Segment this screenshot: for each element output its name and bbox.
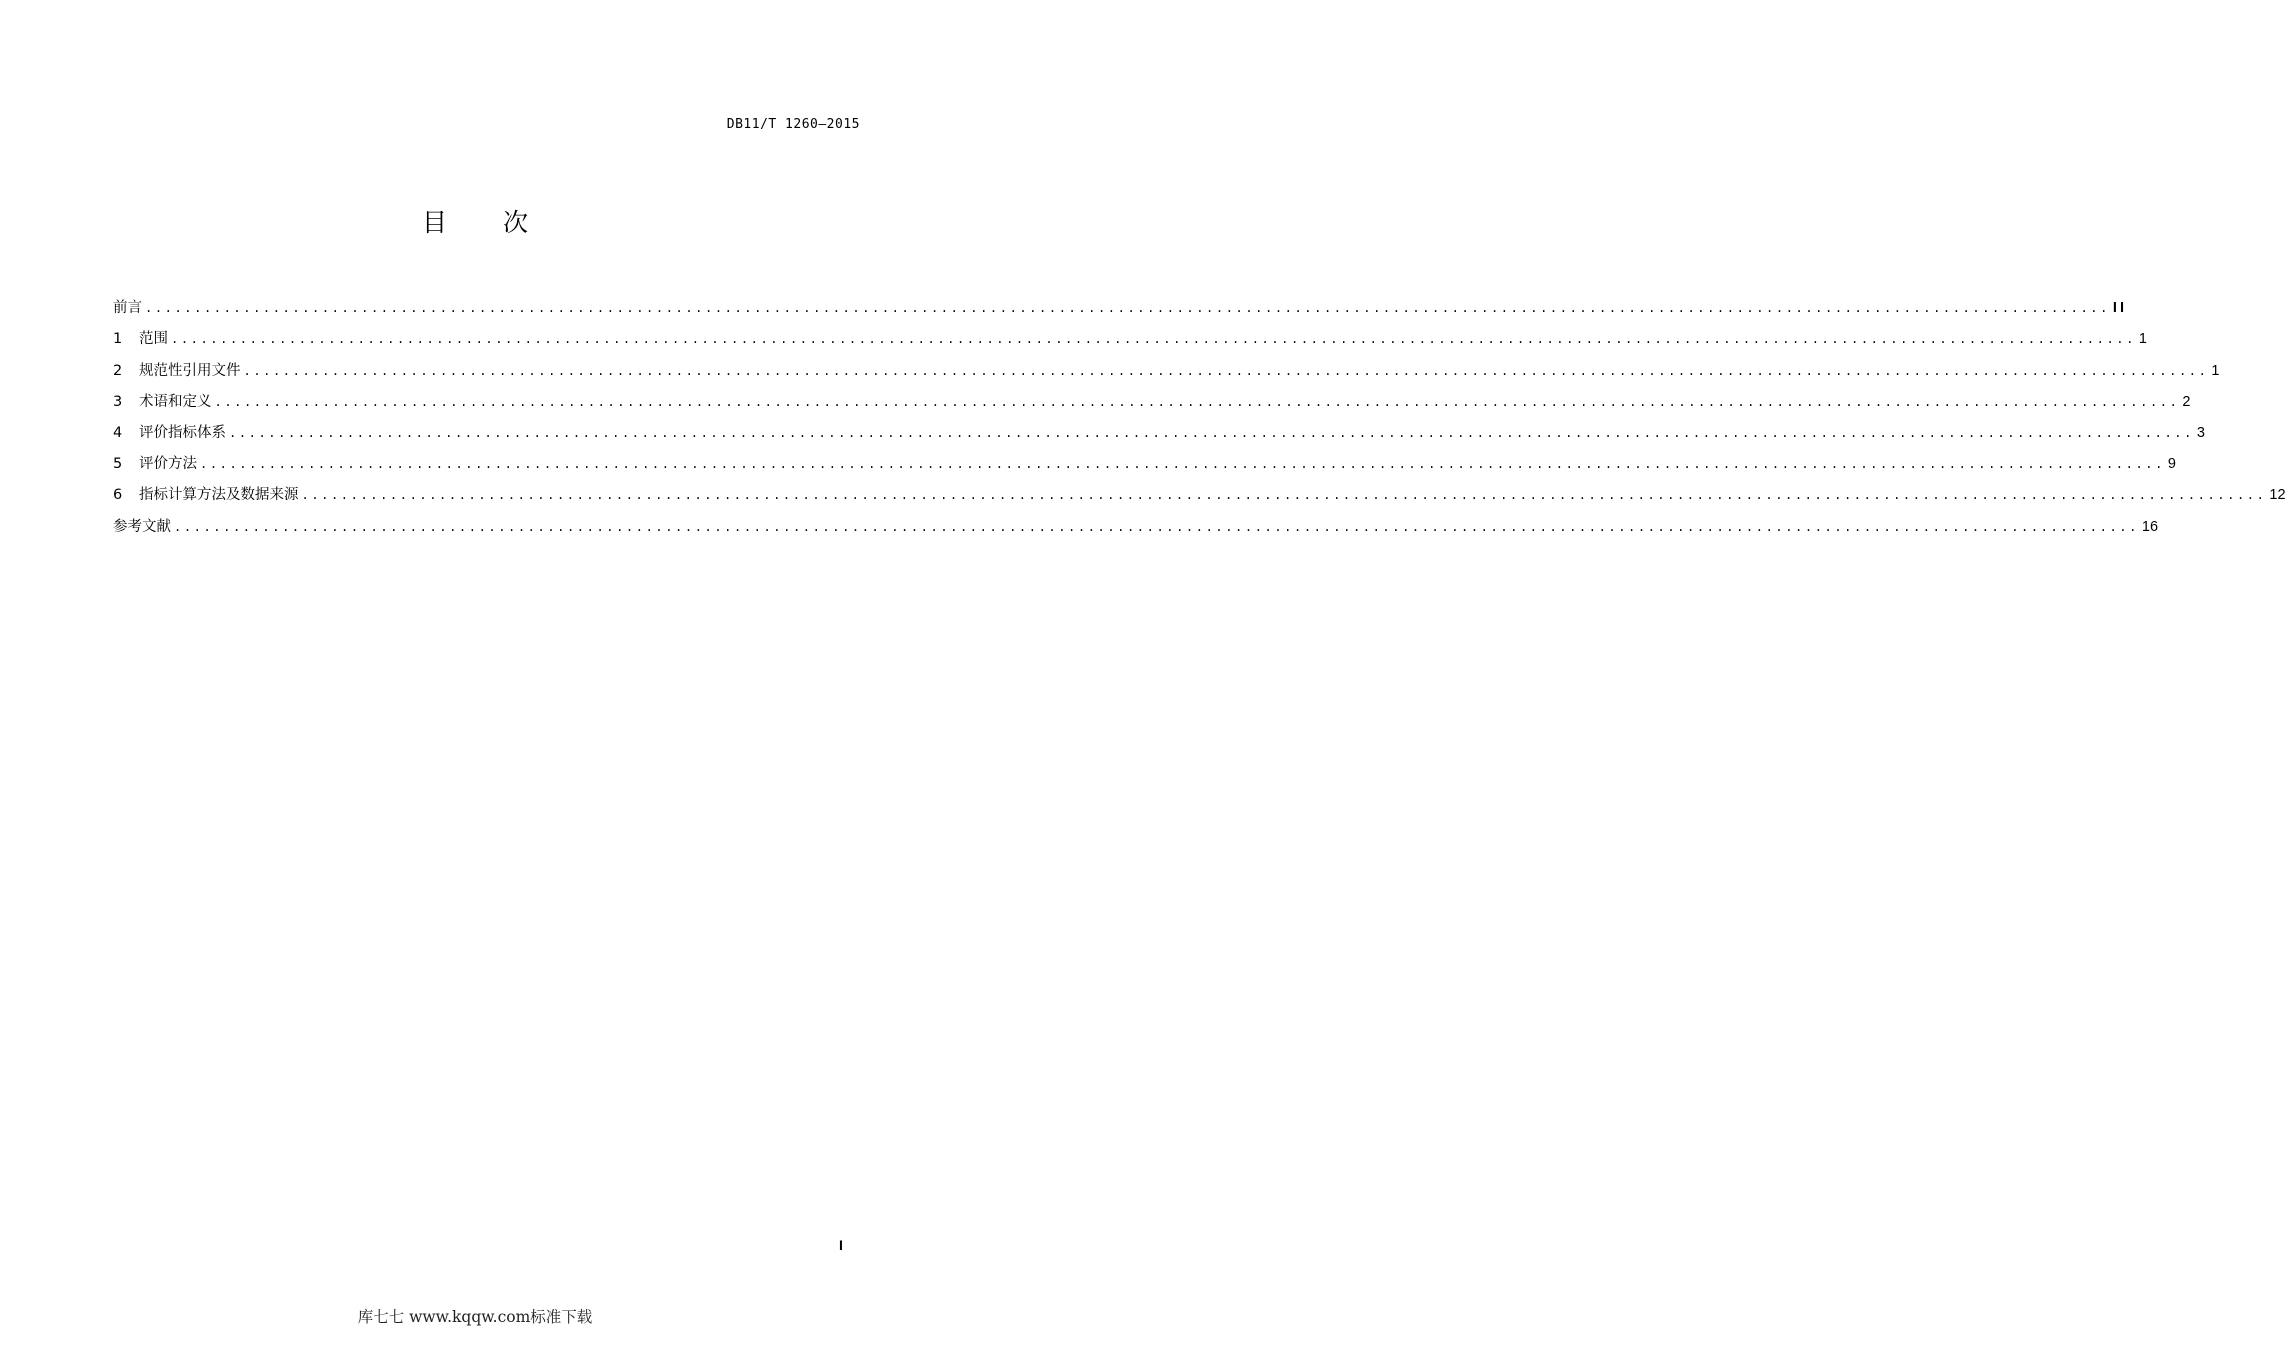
toc-entry-2[interactable] (113, 349, 2220, 380)
toc-entry-page: 16 (2141, 518, 2159, 535)
toc-entry-page: 12 (2269, 487, 2286, 504)
toc-entry-number: 1 (113, 331, 123, 348)
toc-entry-number: 4 (113, 424, 123, 441)
toc-dot-leader: ........................................................................................................................................................................................................ (174, 519, 2139, 534)
toc-entry-number: 2 (113, 362, 123, 379)
table-of-contents (113, 287, 2286, 537)
page-number: I (839, 1237, 843, 1253)
toc-entry-1[interactable] (113, 318, 2147, 349)
toc-entry-number: 3 (113, 393, 123, 410)
toc-entry-label: 指标计算方法及数据来源 (139, 487, 299, 504)
toc-entry-label: 评价指标体系 (139, 424, 226, 441)
toc-entry-label: 规范性引用文件 (139, 362, 241, 379)
toc-entry-5[interactable] (113, 443, 2176, 474)
toc-entry-3[interactable] (113, 381, 2191, 412)
toc-dot-leader: ........................................................................................................................................................................................................ (200, 457, 2165, 472)
toc-dot-leader: ........................................................................................................................................................................................................ (145, 301, 2110, 316)
toc-entry-page: II (2112, 300, 2127, 317)
toc-entry-number: 5 (113, 456, 123, 473)
page-title: 目 次 (422, 208, 552, 237)
toc-dot-leader: ........................................................................................................................................................................................................ (214, 394, 2180, 409)
toc-entry-foreword[interactable] (113, 287, 2127, 318)
toc-entry-label: 评价方法 (139, 456, 197, 473)
toc-entry-page: 2 (2182, 393, 2191, 410)
toc-dot-leader: ........................................................................................................................................................................................................ (301, 488, 2267, 503)
toc-entry-label: 参考文献 (113, 518, 171, 535)
toc-dot-leader: ........................................................................................................................................................................................................ (229, 425, 2194, 440)
toc-dot-leader: ........................................................................................................................................................................................................ (243, 363, 2209, 378)
toc-entry-4[interactable] (113, 412, 2205, 443)
toc-entry-page: 1 (2211, 362, 2220, 379)
toc-dot-leader: ........................................................................................................................................................................................................ (171, 332, 2136, 347)
toc-entry-label: 前言 (113, 300, 142, 317)
toc-entry-6[interactable] (113, 474, 2286, 505)
watermark-text: 库七七 www.kqqw.com标准下载 (357, 1308, 593, 1326)
standard-code: DB11/T 1260—2015 (726, 117, 860, 132)
toc-entry-page: 3 (2196, 424, 2205, 441)
toc-entry-label: 术语和定义 (139, 393, 212, 410)
toc-entry-label: 范围 (139, 331, 168, 348)
toc-entry-number: 6 (113, 487, 123, 504)
toc-entry-page: 1 (2138, 331, 2147, 348)
toc-entry-references[interactable] (113, 505, 2159, 536)
toc-entry-page: 9 (2167, 456, 2176, 473)
